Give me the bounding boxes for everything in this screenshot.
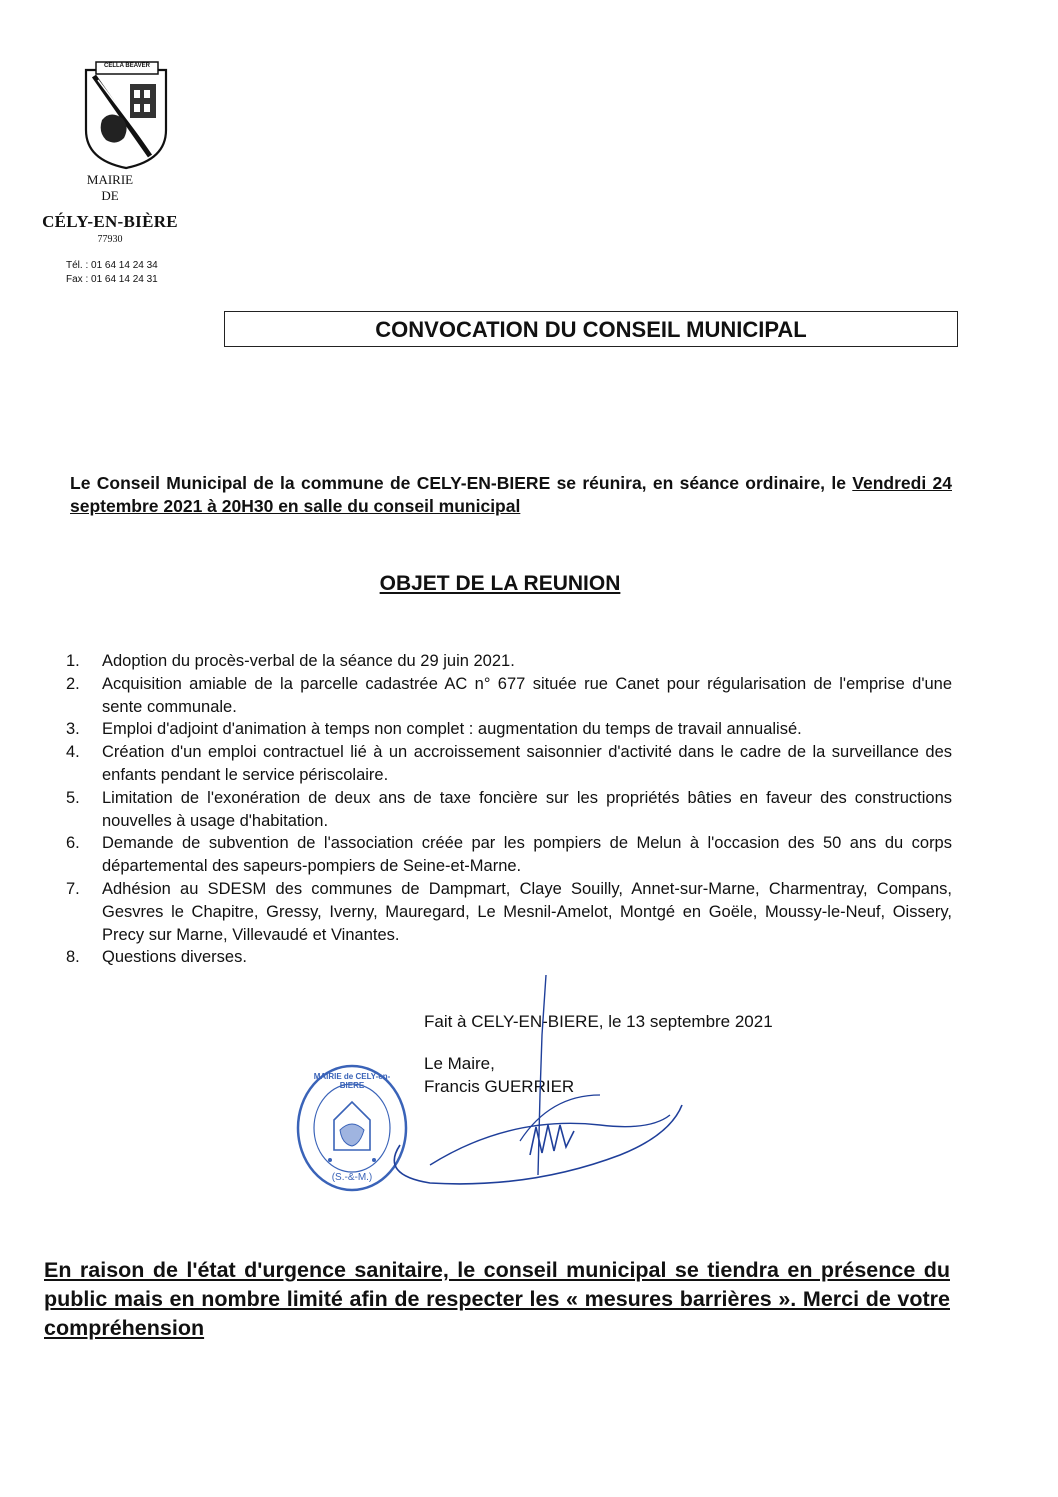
signatory-name: Francis GUERRIER bbox=[424, 1077, 575, 1096]
agenda-item bbox=[66, 878, 952, 946]
agenda-item-number: 8. bbox=[66, 948, 80, 967]
agenda-item-number: 6. bbox=[66, 834, 80, 853]
meeting-date-location: Vendredi 24 septembre 2021 à 20H30 en salle du conseil municipal bbox=[70, 473, 952, 516]
agenda-item-number: 2. bbox=[66, 674, 80, 693]
agenda-item-number: 7. bbox=[66, 879, 80, 898]
stamp-ring-text: MAIRIE de CELY-en-BIERE bbox=[313, 1072, 391, 1090]
agenda-item bbox=[66, 832, 952, 878]
meeting-announcement bbox=[70, 472, 952, 518]
letterhead-de: DE bbox=[101, 188, 119, 203]
letterhead-commune: CÉLY-EN-BIÈRE bbox=[42, 212, 178, 231]
agenda-item bbox=[66, 673, 952, 719]
agenda-item-text: Emploi d'adjoint d'animation à temps non complet : augmentation du temps de travail annualisé. bbox=[102, 720, 802, 739]
agenda-item bbox=[66, 787, 952, 833]
agenda-item bbox=[66, 718, 952, 741]
crest-motto: CELLA BEAVER bbox=[103, 63, 150, 69]
agenda-item-number: 4. bbox=[66, 743, 80, 762]
signature-place-date: Fait à CELY-EN-BIERE, le 13 septembre 2021 bbox=[424, 1012, 773, 1031]
agenda-list bbox=[66, 650, 952, 969]
agenda-item-text: Questions diverses. bbox=[102, 948, 247, 967]
agenda-item bbox=[66, 741, 952, 787]
sanitary-notice: En raison de l'état d'urgence sanitaire, le conseil municipal se tiendra en présence du public mais en nombre limité afin de respecter les « mesures barrières ». Merci de votre compréhension bbox=[44, 1258, 950, 1340]
letterhead-mairie: MAIRIE bbox=[86, 172, 134, 187]
agenda-item-number: 5. bbox=[66, 788, 80, 807]
signatory-title: Le Maire, bbox=[424, 1054, 495, 1073]
letterhead-postcode: 77930 bbox=[97, 234, 123, 245]
agenda-item-number: 3. bbox=[66, 720, 80, 739]
agenda-item bbox=[66, 946, 952, 969]
document-title: CONVOCATION DU CONSEIL MUNICIPAL bbox=[224, 311, 958, 347]
letterhead-telephone: Tél. : 01 64 14 24 34 bbox=[66, 260, 158, 271]
agenda-item-text: Demande de subvention de l'association créée par les pompiers de Melun à l'occasion des 50 ans du corps départemental des sapeurs-pompiers de Seine-et-Marne. bbox=[102, 834, 952, 876]
announcement-lead: Le Conseil Municipal de la commune de CELY-EN-BIERE se réunira, en séance ordinaire, le bbox=[70, 473, 853, 493]
agenda-item-number: 1. bbox=[66, 652, 80, 670]
stamp-bottom-text: (S.-&-M.) bbox=[331, 1172, 373, 1183]
handwritten-signature bbox=[370, 975, 690, 1195]
agenda-item-text: Adhésion au SDESM des communes de Dampmart, Claye Souilly, Annet-sur-Marne, Charmentray, Compans, Gesvres le Chapitre, Gressy, Iverny, Mauregard, Le Mesnil-Amelot, Montgé en Goële, Moussy-le-Neuf, Oissery, Precy sur Marne, Villevaudé et Vinantes. bbox=[102, 879, 952, 944]
agenda-item-text: Adoption du procès-verbal de la séance du 29 juin 2021. bbox=[102, 652, 515, 670]
agenda-heading: OBJET DE LA REUNION bbox=[379, 572, 621, 595]
agenda-item bbox=[66, 650, 952, 673]
letterhead-fax: Fax : 01 64 14 24 31 bbox=[66, 274, 158, 285]
municipal-crest-logo bbox=[80, 60, 172, 170]
agenda-item-text: Acquisition amiable de la parcelle cadastrée AC n° 677 située rue Canet pour régularisation de l'emprise d'une sente communale. bbox=[102, 674, 952, 716]
agenda-item-text: Création d'un emploi contractuel lié à un accroissement saisonnier d'activité dans le cadre de la surveillance des enfants pendant le service périscolaire. bbox=[102, 743, 952, 784]
agenda-item-text: Limitation de l'exonération de deux ans de taxe foncière sur les propriétés bâties en faveur des constructions nouvelles à usage d'habitation. bbox=[102, 788, 952, 830]
